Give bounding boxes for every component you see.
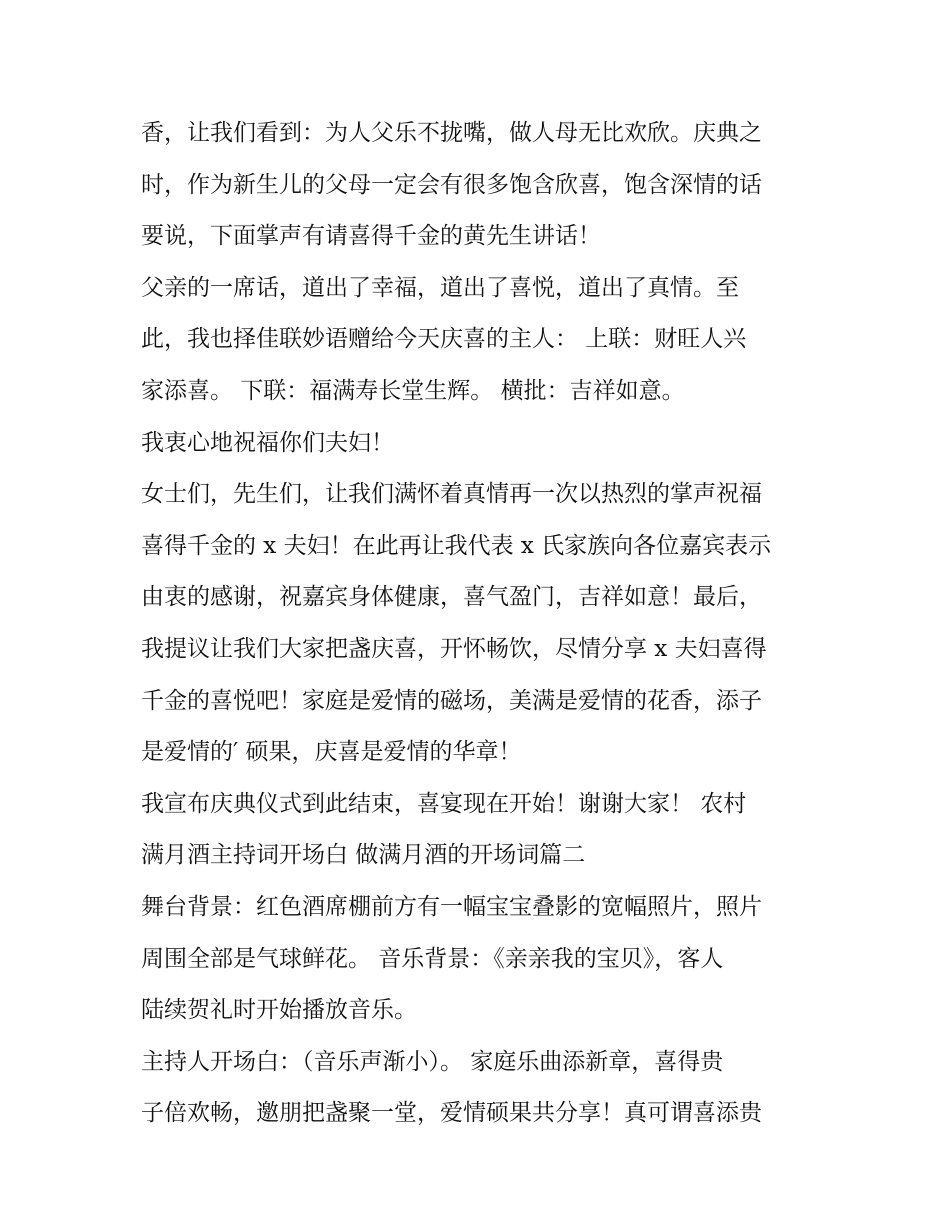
text-line: 此，我也择佳联妙语赠给今天庆喜的主人： 上联：财旺人兴 — [141, 326, 747, 353]
text-line: 千金的喜悦吧！家庭是爱情的磁场，美满是爱情的花香，添子 — [141, 687, 762, 714]
text-line: 主持人开场白：（音乐声渐小）。 家庭乐曲添新章，喜得贵 — [141, 1048, 724, 1075]
text-line: 我宣布庆典仪式到此结束，喜宴现在开始！谢谢大家！ 农村 — [141, 790, 747, 817]
document-body — [141, 108, 821, 1140]
text-line: 家添喜。 下联：福满寿长堂生辉。 横批：吉祥如意。 — [141, 377, 685, 404]
text-line: 喜得千金的 x 夫妇！在此再让我代表 x 氏家族向各位嘉宾表示 — [141, 532, 772, 559]
text-line: 时，作为新生儿的父母一定会有很多饱含欣喜，饱含深情的话 — [141, 171, 762, 198]
text-line: 要说，下面掌声有请喜得千金的黄先生讲话！ — [141, 223, 601, 250]
text-line: 舞台背景：红色酒席棚前方有一幅宝宝叠影的宽幅照片，照片 — [141, 893, 762, 920]
text-line: 陆续贺礼时开始播放音乐。 — [141, 997, 417, 1024]
text-line: 香，让我们看到：为人父乐不拢嘴，做人母无比欢欣。庆典之 — [141, 120, 762, 146]
text-line: 女士们，先生们，让我们满怀着真情再一次以热烈的掌声祝福 — [141, 481, 762, 508]
text-line: 我衷心地祝福你们夫妇！ — [141, 429, 394, 456]
text-line: 满月酒主持词开场白 做满月酒的开场词篇二 — [141, 842, 586, 869]
text-line: 周围全部是气球鲜花。 音乐背景：《亲亲我的宝贝》，客人 — [141, 945, 724, 972]
text-line: 父亲的一席话，道出了幸福，道出了喜悦，道出了真情。至 — [141, 274, 739, 301]
text-line: 由衷的感谢，祝嘉宾身体健康，喜气盈门，吉祥如意！最后， — [141, 584, 762, 611]
text-line: 子倍欢畅，邀朋把盏聚一堂，爱情硕果共分享！真可谓喜添贵 — [141, 1100, 762, 1127]
text-line: 是爱情的′ 硕果，庆喜是爱情的华章！ — [141, 739, 522, 766]
text-line: 我提议让我们大家把盏庆喜，开怀畅饮，尽情分享 x 夫妇喜得 — [141, 635, 767, 662]
